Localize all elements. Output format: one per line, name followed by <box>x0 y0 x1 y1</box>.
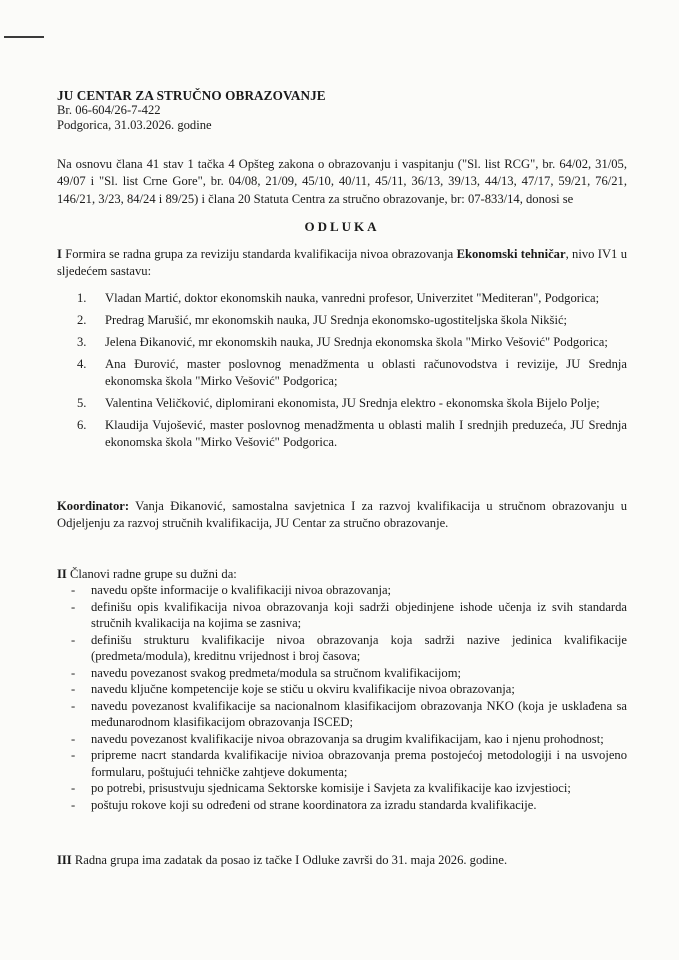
section-2-intro-text: Članovi radne grupe su dužni da: <box>66 567 237 581</box>
duty-text: pripreme nacrt standarda kvalifikacije nivioa obrazovanja prema postojećoj metodologiji i na usvojeno formularu, poštujući tehničke zahtjeve dokumenta; <box>91 748 627 779</box>
duty-text: navedu povezanost kvalifikacije sa nacionalnom klasifikacijom obrazovanja NKO (koja je usklađena sa međunarodnom klasifikacijom obrazovanja ISCED; <box>91 698 627 729</box>
list-item <box>57 681 627 698</box>
list-item <box>77 356 627 391</box>
organization-name: JU CENTAR ZA STRUČNO OBRAZOVANJE <box>57 88 326 103</box>
section-3-numeral: III <box>57 853 72 867</box>
duty-text: po potrebi, prisustvuju sjednicama Sektorske komisije i Savjeta za kvalifikacije kao izvjestioci; <box>91 781 571 795</box>
document-number: Br. 06-604/26-7-422 <box>57 103 161 117</box>
bullet-dash: - <box>71 748 76 762</box>
section-2-numeral: II <box>57 567 67 581</box>
bullet-dash: - <box>71 797 76 812</box>
duty-text: navedu opšte informacije o kvalifikaciji nivoa obrazovanja; <box>91 583 392 597</box>
bullet-dash: - <box>71 583 76 597</box>
list-number: 3. <box>77 334 87 349</box>
scan-mark-line <box>4 36 44 38</box>
list-item <box>57 665 627 682</box>
duty-text: navedu povezanost svakog predmeta/modula sa stručnom kvalifikacijom; <box>91 665 462 680</box>
bullet-dash: - <box>71 698 76 713</box>
list-item <box>57 780 627 797</box>
list-item <box>77 334 627 351</box>
place-and-date: Podgorica, 31.03.2026. godine <box>57 118 212 132</box>
list-item <box>77 417 627 452</box>
list-item <box>57 698 627 731</box>
section-1-text-end: , nivo IV1 u sljedećem sastavu: <box>57 247 627 279</box>
section-3-text: Radna grupa ima zadatak da posao iz tačke I Odluke završi do 31. maja 2026. godine. <box>71 853 508 867</box>
member-text: Ana Đurović, master poslovnog menadžmenta u oblasti računovodstva i revizije, JU Srednja ekonomska škola "Mirko Vešović" Podgorica; <box>105 356 627 389</box>
list-item <box>57 632 627 665</box>
list-number: 5. <box>77 396 87 411</box>
member-text: Klaudija Vujošević, master poslovnog menadžmenta u oblasti malih I srednjih preduzeća, JU Srednja ekonomska škola "Mirko Vešović" Podgorica. <box>105 417 627 450</box>
document-header <box>57 88 326 133</box>
list-item <box>77 395 627 412</box>
list-number: 1. <box>77 291 87 305</box>
section-2-intro <box>57 566 627 582</box>
duty-text: navedu ključne kompetencije koje se stiču u okviru kvalifikacije nivoa obrazovanja; <box>91 682 515 696</box>
section-2 <box>57 566 627 813</box>
bullet-dash: - <box>71 632 76 647</box>
bullet-dash: - <box>71 682 76 696</box>
coordinator-paragraph <box>57 498 627 533</box>
section-3 <box>57 852 627 869</box>
duty-text: navedu povezanost kvalifikacije nivoa obrazovanja sa drugim kvalifikacijam, kao i njenu prohodnost; <box>91 731 604 746</box>
section-1 <box>57 246 627 281</box>
member-text: Valentina Veličković, diplomirani ekonomista, JU Srednja elektro - ekonomska škola Bijelo Polje; <box>105 396 600 411</box>
duty-text: poštuju rokove koji su određeni od strane koordinatora za izradu standarda kvalifikacije. <box>91 797 537 812</box>
list-item <box>57 599 627 632</box>
coordinator-label: Koordinator: <box>57 499 130 513</box>
duties-list <box>57 582 627 813</box>
member-text: Vladan Martić, doktor ekonomskih nauka, vanredni profesor, Univerzitet "Mediteran", Podgorica; <box>105 291 600 305</box>
list-item <box>57 582 627 599</box>
list-number: 4. <box>77 356 87 371</box>
duty-text: definišu strukturu kvalifikacije nivoa obrazovanja koja sadrži nazive jedinica kvalifikacije (predmeta/modula), kreditnu vrijednost i broj časova; <box>91 632 627 663</box>
qualification-name: Ekonomski tehničar <box>456 247 566 261</box>
list-number: 6. <box>77 417 87 432</box>
decision-title: ODLUKA <box>304 219 380 234</box>
bullet-dash: - <box>71 731 76 746</box>
legal-preamble: Na osnovu člana 41 stav 1 tačka 4 Opšteg zakona o obrazovanju i vaspitanju ("Sl. list RCG", br. 64/02, 31/05, 49/07 i "Sl. list Crne Gore", br. 04/08, 21/09, 45/10, 40/11, 45/11, 36/13, 39/13, 44/13, 47/17, 59/21, 76/21, 146/21, 3/23, 84/24 i 89/25) i člana 20 Statuta Centra za stručno obrazovanje, br: 07-833/14, donosi se <box>57 157 627 206</box>
member-list <box>77 290 627 456</box>
member-text: Jelena Đikanović, mr ekonomskih nauka, JU Srednja ekonomska škola "Mirko Vešović" Podgorica; <box>105 334 608 349</box>
coordinator-text: Vanja Đikanović, samostalna savjetnica I za razvoj kvalifikacija u stručnom obrazovanju u Odjeljenju za razvoj stručnih kvalifikacija, JU Centar za stručno obrazovanje. <box>57 499 627 531</box>
section-1-text: Formira se radna grupa za reviziju standarda kvalifikacija nivoa obrazovanja <box>61 247 457 261</box>
bullet-dash: - <box>71 599 76 614</box>
duty-text: definišu opis kvalifikacija nivoa obrazovanja koji sadrži objedinjene ishode učenja iz svih standarda stručnih kvalikacija na kojima se zasniva; <box>91 599 627 630</box>
list-item <box>57 747 627 780</box>
list-item <box>77 290 627 307</box>
bullet-dash: - <box>71 665 76 680</box>
list-item <box>57 731 627 748</box>
bullet-dash: - <box>71 781 76 795</box>
list-number: 2. <box>77 312 87 327</box>
list-item <box>57 797 627 814</box>
section-1-numeral: I <box>57 247 62 261</box>
list-item <box>77 312 627 329</box>
member-text: Predrag Marušić, mr ekonomskih nauka, JU Srednja ekonomsko-ugostiteljska škola Nikšić; <box>105 312 568 327</box>
